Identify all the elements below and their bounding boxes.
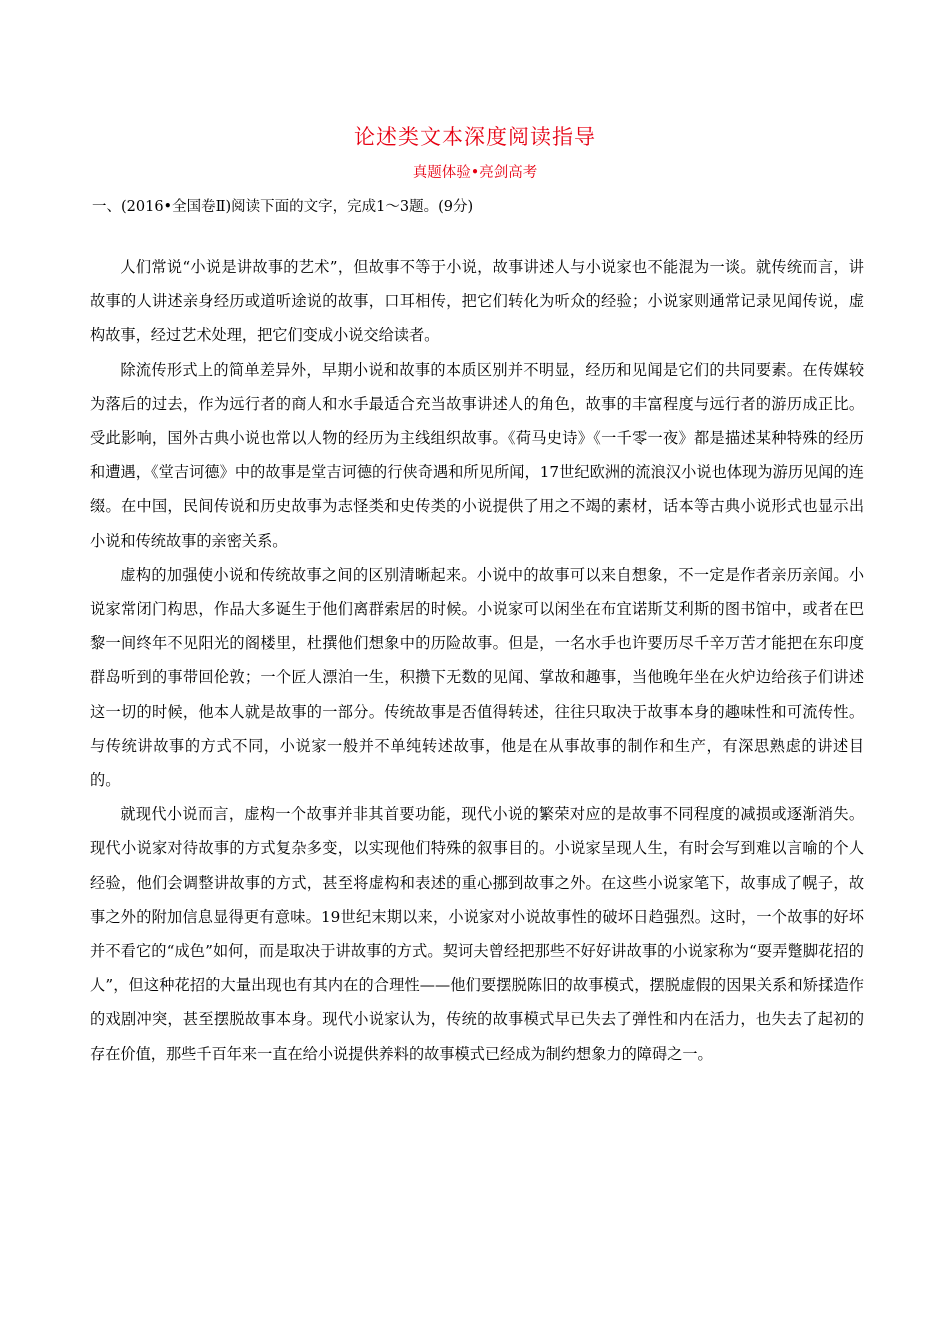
passage-body [90,250,864,1071]
paragraph-4: 就现代小说而言，虚构一个故事并非其首要功能，现代小说的繁荣对应的是故事不同程度的减损或逐渐消失。现代小说家对待故事的方式复杂多变，以实现他们特殊的叙事目的。小说家呈现人生，有时会写到难以言喻的个人经验，他们会调整讲故事的方式，甚至将虚构和表述的重心挪到故事之外。在这些小说家笔下，故事成了幌子，故事之外的附加信息显得更有意味。19世纪末期以来，小说家对小说故事性的破坏日趋强烈。这时，一个故事的好坏并不看它的“成色”如何，而是取决于讲故事的方式。契诃夫曾经把那些不好好讲故事的小说家称为“耍弄蹩脚花招的人”，但这种花招的大量出现也有其内在的合理性——他们要摆脱陈旧的故事模式，摆脱虚假的因果关系和矫揉造作的戏剧冲突，甚至摆脱故事本身。现代小说家认为，传统的故事模式早已失去了弹性和内在活力，也失去了起初的存在价值，那些千百年来一直在给小说提供养料的故事模式已经成为制约想象力的障碍之一。 [90,805,864,1063]
paragraph-2: 除流传形式上的简单差异外，早期小说和故事的本质区别并不明显，经历和见闻是它们的共同要素。在传媒较为落后的过去，作为远行者的商人和水手最适合充当故事讲述人的角色，故事的丰富程度与远行者的游历成正比。受此影响，国外古典小说也常以人物的经历为主线组织故事。《荷马史诗》《一千零一夜》都是描述某种特殊的经历和遭遇，《堂吉诃德》中的故事是堂吉诃德的行侠奇遇和所见所闻，17世纪欧洲的流浪汉小说也体现为游历见闻的连缀。在中国，民间传说和历史故事为志怪类和史传类的小说提供了用之不竭的素材，话本等古典小说形式也显示出小说和传统故事的亲密关系。 [90,360,864,550]
document-subtitle: 真题体验•亮剑高考 [412,165,538,181]
question-header: 一、(2016•全国卷Ⅱ)阅读下面的文字，完成1～3题。(9分) [92,199,474,215]
paragraph-1: 人们常说“小说是讲故事的艺术”，但故事不等于小说，故事讲述人与小说家也不能混为一谈。就传统而言，讲故事的人讲述亲身经历或道听途说的故事，口耳相传，把它们转化为听众的经验；小说家则通常记录见闻传说，虚构故事，经过艺术处理，把它们变成小说交给读者。 [90,258,864,345]
document-title: 论述类文本深度阅读指导 [354,125,596,149]
paragraph-3: 虚构的加强使小说和传统故事之间的区别清晰起来。小说中的故事可以来自想象，不一定是作者亲历亲闻。小说家常闭门构思，作品大多诞生于他们离群索居的时候。小说家可以闲坐在布宜诺斯艾利斯的图书馆中，或者在巴黎一间终年不见阳光的阁楼里，杜撰他们想象中的历险故事。但是，一名水手也许要历尽千辛万苦才能把在东印度群岛听到的事带回伦敦；一个匠人漂泊一生，积攒下无数的见闻、掌故和趣事，当他晚年坐在火炉边给孩子们讲述这一切的时候，他本人就是故事的一部分。传统故事是否值得转述，往往只取决于故事本身的趣味性和可流传性。与传统讲故事的方式不同，小说家一般并不单纯转述故事，他是在从事故事的制作和生产，有深思熟虑的讲述目的。 [90,565,864,790]
